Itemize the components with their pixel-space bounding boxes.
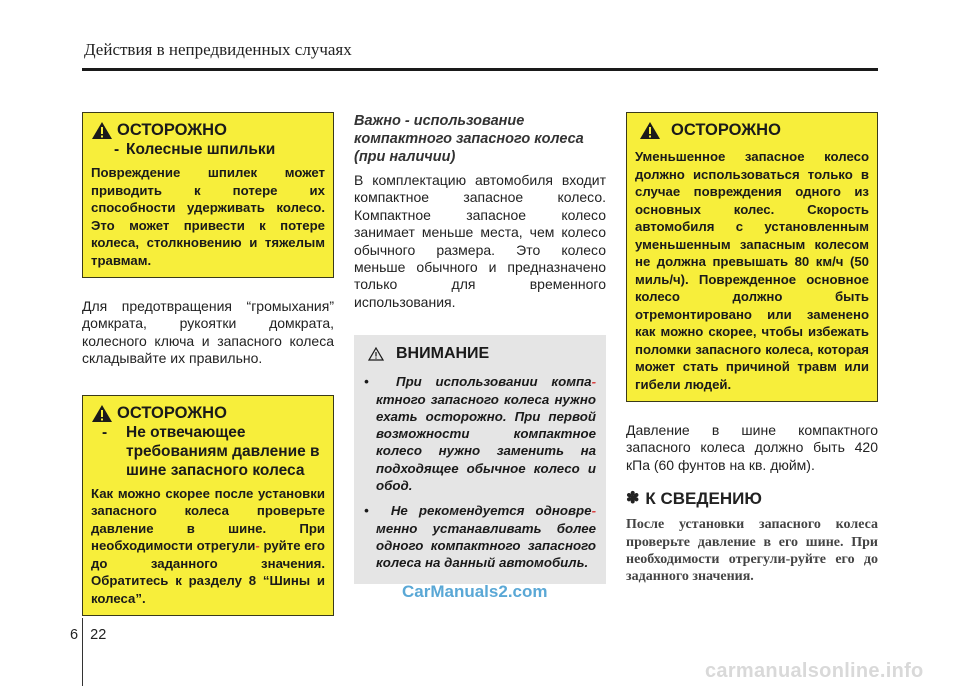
warning-title: ОСТОРОЖНО	[117, 403, 227, 422]
info-heading	[626, 488, 878, 510]
warning-title: ОСТОРОЖНО	[671, 121, 781, 139]
notice-box	[354, 335, 606, 583]
warning-body: Повреждение шпилек может приводить к потере их способности удерживать колесо. Это может привести к потере колеса, столкновению и тяжелым травмам.	[91, 165, 325, 268]
info-body: После установки запасного колеса проверьте давление в его шине. При необходимости отрегули-руйте его до заданного значения.	[626, 517, 878, 585]
header-rule	[82, 68, 878, 71]
warning-triangle-icon	[639, 121, 661, 140]
warning-subtitle: Колесные шпильки	[126, 141, 276, 158]
warning-subtitle: Не отвечающее требованиям давление в шине запасного колеса	[126, 423, 320, 479]
watermark-logo: CarManuals2.com	[402, 582, 548, 601]
caution-triangle-icon	[368, 347, 384, 361]
notice-title: ВНИМАНИЕ	[396, 345, 490, 363]
column-right	[626, 112, 878, 586]
site-watermark: carmanualsonline.info	[705, 660, 924, 682]
page-number: 6 22	[70, 627, 107, 643]
notice-item: • При использовании компа- ктного запасного колеса нужно ехать осторожно. При первой возможности компактное колесо нужно заменить на подходящее обычное колесо и обод.	[364, 374, 596, 494]
warning-box-compact-spare	[626, 112, 878, 402]
column-left	[82, 112, 334, 616]
hyphen-mark: -	[255, 538, 260, 554]
spare-pressure-paragraph: Давление в шине компактного запасного колеса должно быть 420 кПа (60 фунтов на кв. дюйм).	[626, 422, 878, 473]
section-title: Важно - использование компактного запасного колеса (при наличии)	[354, 113, 584, 165]
warning-box-wheel-studs: ОСТОРОЖНО - Колесные шпильки Повреждение шпилек может приводить к потере их способности удерживать колесо. Это может привести к потере колеса, столкновению и тяжелым травмам.	[82, 112, 334, 278]
warning-box-tire-pressure: ОСТОРОЖНО - Не отвечающее требованиям давление в шине запасного колеса Как можно скорее после установки запасного колеса проверьте давление в шине. При необходимости отрегули- руйте его до заданного значения. Обратитесь к разделу 8 “Шины и колеса”.	[82, 395, 334, 617]
warning-body: Как можно скорее после установки запасного колеса проверьте давление в шине. При необходимости отрегули- руйте его до заданного значения. Обратитесь к разделу 8 “Шины и колеса”.	[91, 485, 325, 606]
info-star-icon: ✽	[626, 490, 640, 508]
column-middle	[354, 112, 606, 584]
warning-triangle-icon	[91, 404, 113, 423]
notice-item: • Не рекомендуется одновре- менно устанавливать более одного компактного запасного колеса на данный автомобиль.	[364, 503, 596, 571]
jack-storage-paragraph: Для предотвращения “громыхания” домкрата, рукоятки домкрата, колесного ключа и запасного колеса складывайте их правильно.	[82, 298, 334, 367]
compact-spare-paragraph: В комплектацию автомобиля входит компактное запасное колесо. Компактное запасное колесо занимает меньше места, чем колесо обычного размера. Это колесо меньше обычного и предназначено только для временного использования.	[354, 172, 606, 310]
info-title: К СВЕДЕНИЮ	[645, 489, 762, 509]
page-header-title: Действия в непредвиденных случаях	[84, 40, 352, 59]
warning-triangle-icon	[91, 121, 113, 140]
warning-title: ОСТОРОЖНО	[117, 121, 227, 139]
warning-body: Уменьшенное запасное колесо должно использоваться только в случае повреждения одного из основных колес. Скорость автомобиля с установленным уменьшенным запасным колесом не должна превышать 80 км/ч (50 миль/ч). Поврежденное основное колесо должно быть отремонтировано или заменено как можно скорее, чтобы избежать поломки запасного колеса, которая может стать причиной травм или гибели людей.	[635, 149, 869, 392]
